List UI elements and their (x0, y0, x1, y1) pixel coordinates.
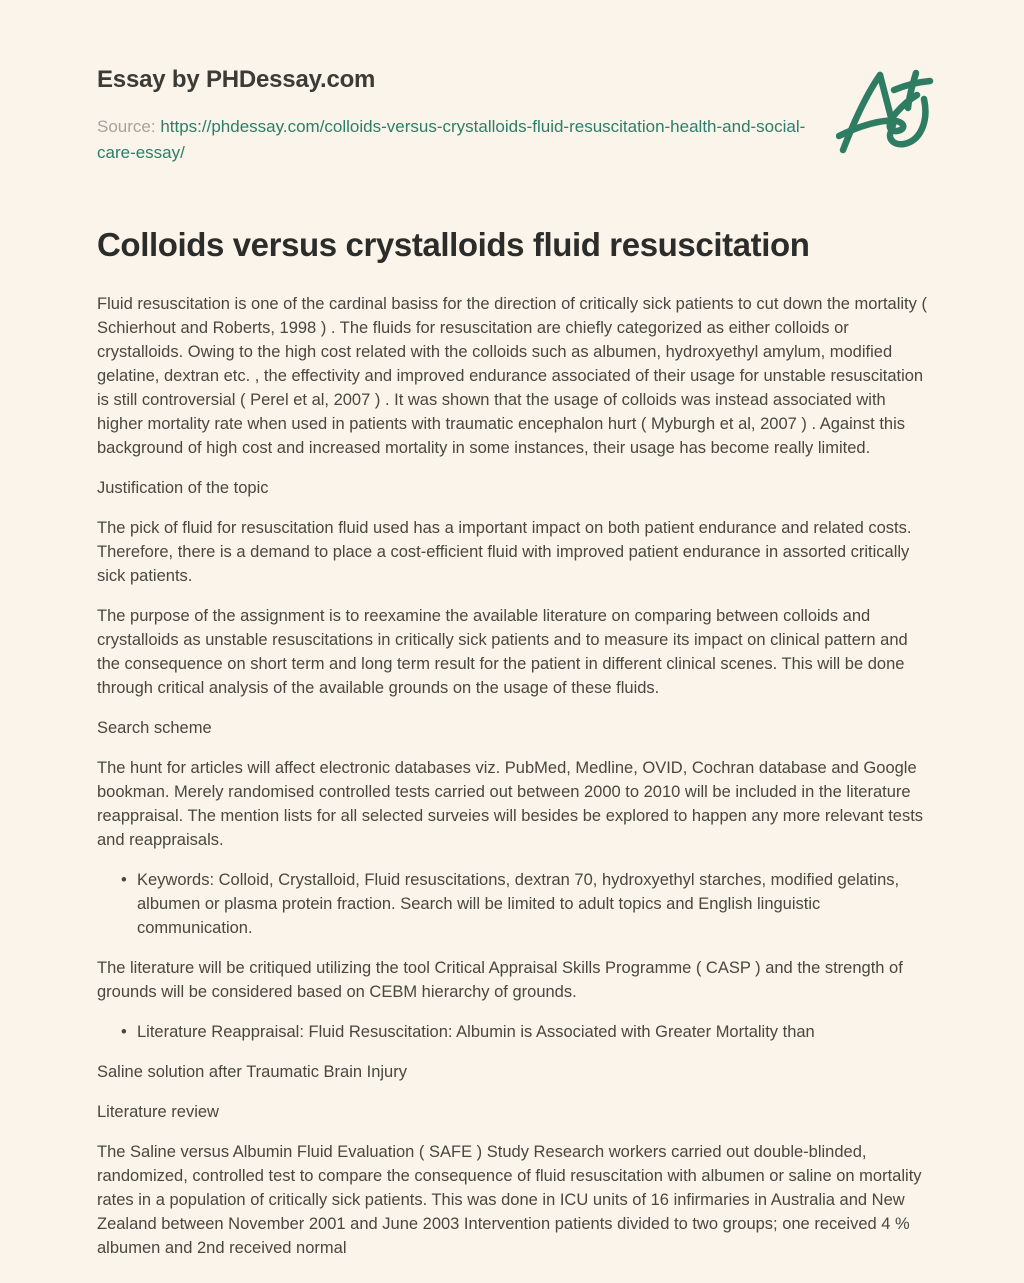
page-title: Colloids versus crystalloids fluid resuscitation (97, 226, 810, 263)
paragraph: Saline solution after Traumatic Brain Injury (97, 1063, 407, 1081)
paragraph: The hunt for articles will affect electronic databases viz. PubMed, Medline, OVID, Cochran database and Google bookman. Merely randomised controlled tests carried out between 2000 to 2010 will be included in the literature reappraisal. The mention lists for all selected surveies will besides be explored to happen any more relevant tests and reappraisals. (97, 759, 924, 849)
bullet-item: • Keywords: Colloid, Crystalloid, Fluid resuscitations, dextran 70, hydroxyethyl starches, modified gelatins, albumen or plasma protein fraction. Search will be limited to adult topics and English linguistic communication. (97, 868, 927, 940)
paragraph: Fluid resuscitation is one of the cardinal basiss for the direction of critically sick patients to cut down the mortality ( Schierhout and Roberts, 1998 ) . The fluids for resuscitation are chiefly categorized as either colloids or crystalloids. Owing to the high cost related with the colloids such as albumen, hydroxyethyl amylum, modified gelatine, dextran etc. , the effectivity and improved endurance associated of their usage for unstable resuscitation is still controversial ( Perel et al, 2007 ) . It was shown that the usage of colloids was instead associated with higher mortality rate when used in patients with traumatic encephalon hurt ( Myburgh et al, 2007 ) . Against this background of high cost and increased mortality in some instances, their usage has become really limited. (97, 295, 927, 457)
paragraph: Search scheme (97, 719, 212, 737)
paragraph: The purpose of the assignment is to reexamine the available literature on comparing between colloids and crystalloids as unstable resuscitations in critically sick patients and to measure its impact on clinical pattern and the consequence on short term and long term result for the patient in different clinical scenes. This will be done through critical analysis of the available grounds on the usage of these fluids. (97, 607, 908, 697)
paragraph: Justification of the topic (97, 479, 269, 497)
paragraph: Literature review (97, 1103, 219, 1121)
paragraph: The literature will be critiqued utilizing the tool Critical Appraisal Skills Programme ( CASP ) and the strength of grounds will be considered based on CEBM hierarchy of grounds. (97, 959, 903, 1001)
a-plus-logo-icon (836, 64, 936, 168)
content (97, 292, 927, 1260)
paragraph: The Saline versus Albumin Fluid Evaluation ( SAFE ) Study Research workers carried out double-blinded, randomized, controlled test to compare the consequence of fluid resuscitation with albumen or saline on mortality rates in a population of critically sick patients. This was done in ICU units of 16 infirmaries in Australia and New Zealand between November 2001 and June 2003 Intervention patients divided to two groups; one received 4 % albumen and 2nd received normal (97, 1143, 922, 1257)
page-byline: Essay by PHDessay.com (97, 66, 376, 93)
source-url-link[interactable]: https://phdessay.com/colloids-versus-crystalloids-fluid-resuscitation-health-and-social-care-essay/ (97, 117, 806, 162)
bullet-item: • Literature Reappraisal: Fluid Resuscitation: Albumin is Associated with Greater Mortality than (97, 1020, 927, 1044)
source-label: Source: (97, 117, 161, 136)
paragraph: The pick of fluid for resuscitation fluid used has a important impact on both patient endurance and related costs. Therefore, there is a demand to place a cost-efficient fluid with improved patient endurance in assorted critically sick patients. (97, 519, 912, 585)
source-line (97, 114, 809, 166)
